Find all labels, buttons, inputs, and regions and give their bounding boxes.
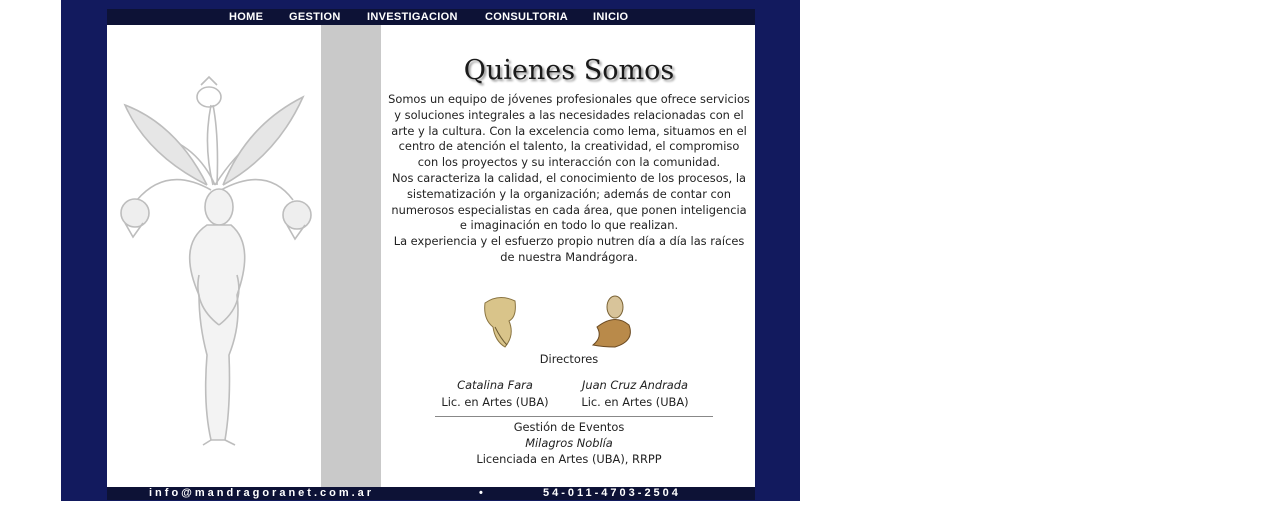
director-card [425,377,565,411]
about-text [387,92,751,266]
nav-investigacion[interactable]: INVESTIGACION [367,11,458,23]
director-card [565,377,705,411]
events-manager-name: Milagros Noblía [525,436,613,450]
top-nav [107,9,755,25]
decorative-side-bar [321,25,381,487]
page-title: Quienes Somos [463,55,675,86]
director-title: Lic. en Artes (UBA) [441,395,549,409]
director-name: Catalina Fara [457,378,533,392]
about-section [385,25,750,487]
director-title: Lic. en Artes (UBA) [581,395,689,409]
section-divider [435,416,713,417]
portrait-juan-cruz [593,296,630,347]
nav-inicio[interactable]: INICIO [593,11,629,23]
about-paragraph: Somos un equipo de jóvenes profesionales que ofrece servicios y soluciones integrales a las necesidades relacionadas con el arte y la cultura. Con la excelencia como lema, situamos en el centro de atención el talento, la creatividad, el compromiso con los proyectos y su interacción con la comunidad. [388,92,750,170]
footer-separator: • [479,487,486,499]
nav-home[interactable]: HOME [229,11,264,23]
director-name: Juan Cruz Andrada [582,378,688,392]
mandrake-illustration [107,25,321,487]
content-panel [107,25,755,487]
footer-bar [107,487,755,500]
footer-email-link[interactable]: info@mandragoranet.com.ar [149,487,375,499]
events-manager-title: Licenciada en Artes (UBA), RRPP [476,452,662,466]
events-label: Gestión de Eventos [513,420,625,434]
events-section [385,419,753,467]
director-portraits [475,291,675,353]
portrait-catalina [485,297,516,347]
footer-phone: 54-011-4703-2504 [543,487,681,499]
directors-label: Directores [539,352,599,366]
about-paragraph: La experiencia y el esfuerzo propio nutren día a día las raíces de nuestra Mandrágora. [393,234,745,264]
nav-gestion[interactable]: GESTION [289,11,341,23]
about-paragraph: Nos caracteriza la calidad, el conocimiento de los procesos, la sistematización y la organización; además de contar con numerosos especialistas en cada área, que ponen inteligencia e imaginación en todo lo que realizan. [391,170,747,233]
nav-consultoria[interactable]: CONSULTORIA [485,11,568,23]
